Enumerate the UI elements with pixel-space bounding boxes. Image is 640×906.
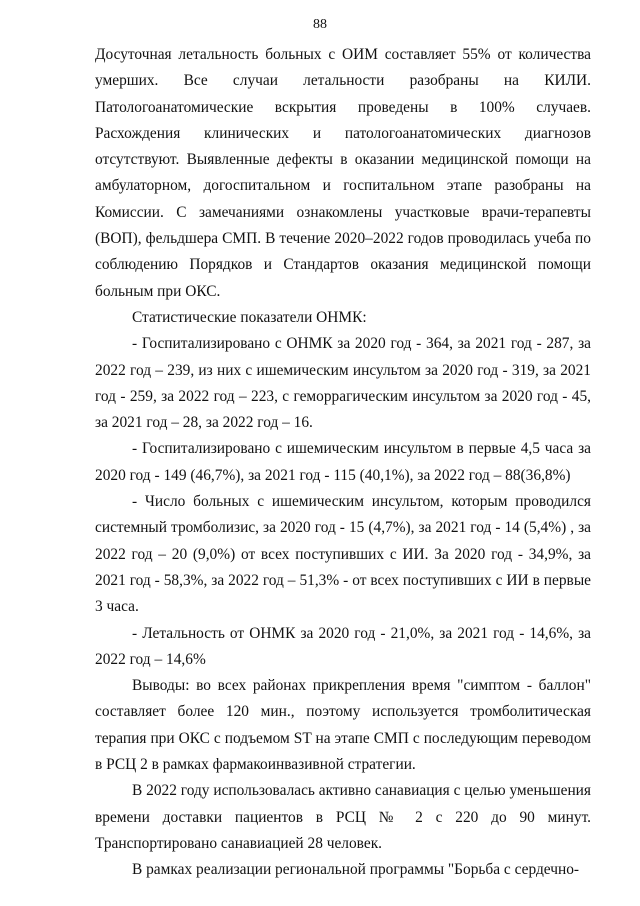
paragraph-sanaviation: В 2022 году использовалась активно санавиация с целью уменьшения времени доставки пациентов в РСЦ № 2 с 220 до 90 минут. Транспортировано санавиацией 28 человек. [95,782,591,852]
paragraph-stroke-stats-heading: Статистические показатели ОНМК: [132,308,367,326]
paragraph-ischemic-first-hours: - Госпитализировано с ишемическим инсультом в первые 4,5 часа за 2020 год - 149 (46,7%), за 2021 год - 115 (40,1%), за 2022 год – 88(36,8%) [95,440,591,484]
paragraph-conclusions: Выводы: во всех районах прикрепления время "симптом - баллон" составляет более 120 мин., поэтому используется тромболитическая терапия при ОКС с подъемом ST на этапе СМП с последующим переводом в РСЦ 2 в рамках фармакоинвазивной стратегии. [95,677,591,774]
page-number: 88 [313,17,327,32]
document-body [95,42,591,884]
paragraph-stroke-mortality: - Летальность от ОНМК за 2020 год - 21,0%, за 2021 год - 14,6%, за 2022 год – 14,6% [95,624,591,668]
paragraph-stroke-hospitalized: - Госпитализировано с ОНМК за 2020 год - 364, за 2021 год - 287, за 2022 год – 239, из них с ишемическим инсультом за 2020 год - 319, за 2021 год - 259, за 2022 год – 223, с геморрагическим инсультом за 2020 год - 45, за 2021 год – 28, за 2022 год – 16. [95,335,591,432]
paragraph-thrombolysis: - Число больных с ишемическим инсультом, которым проводился системный тромболизис, за 2020 год - 15 (4,7%), за 2021 год - 14 (5,4%) , за 2022 год – 20 (9,0%) от всех поступивших с ИИ. За 2020 год - 34,9%, за 2021 год - 58,3%, за 2022 год – 51,3% - от всех поступивших с ИИ в первые 3 часа. [95,493,591,616]
paragraph-mortality-summary: Досуточная летальность больных с ОИМ составляет 55% от количества умерших. Все случаи летальности разобраны на КИЛИ. Патологоанатомические вскрытия проведены в 100% случаев. Расхождения клинических и патологоанатомических диагнозов отсутствуют. Выявленные дефекты в оказании медицинской помощи на амбулаторном, догоспитальном и госпитальном этапе разобраны на Комиссии. С замечаниями ознакомлены участковые врачи-терапевты (ВОП), фельдшера СМП. В течение 2020–2022 годов проводилась учеба по соблюдению Порядков и Стандартов оказания медицинской помощи больным при ОКС. [95,46,591,300]
paragraph-regional-program: В рамках реализации региональной программы "Борьба с сердечно- [132,861,580,879]
